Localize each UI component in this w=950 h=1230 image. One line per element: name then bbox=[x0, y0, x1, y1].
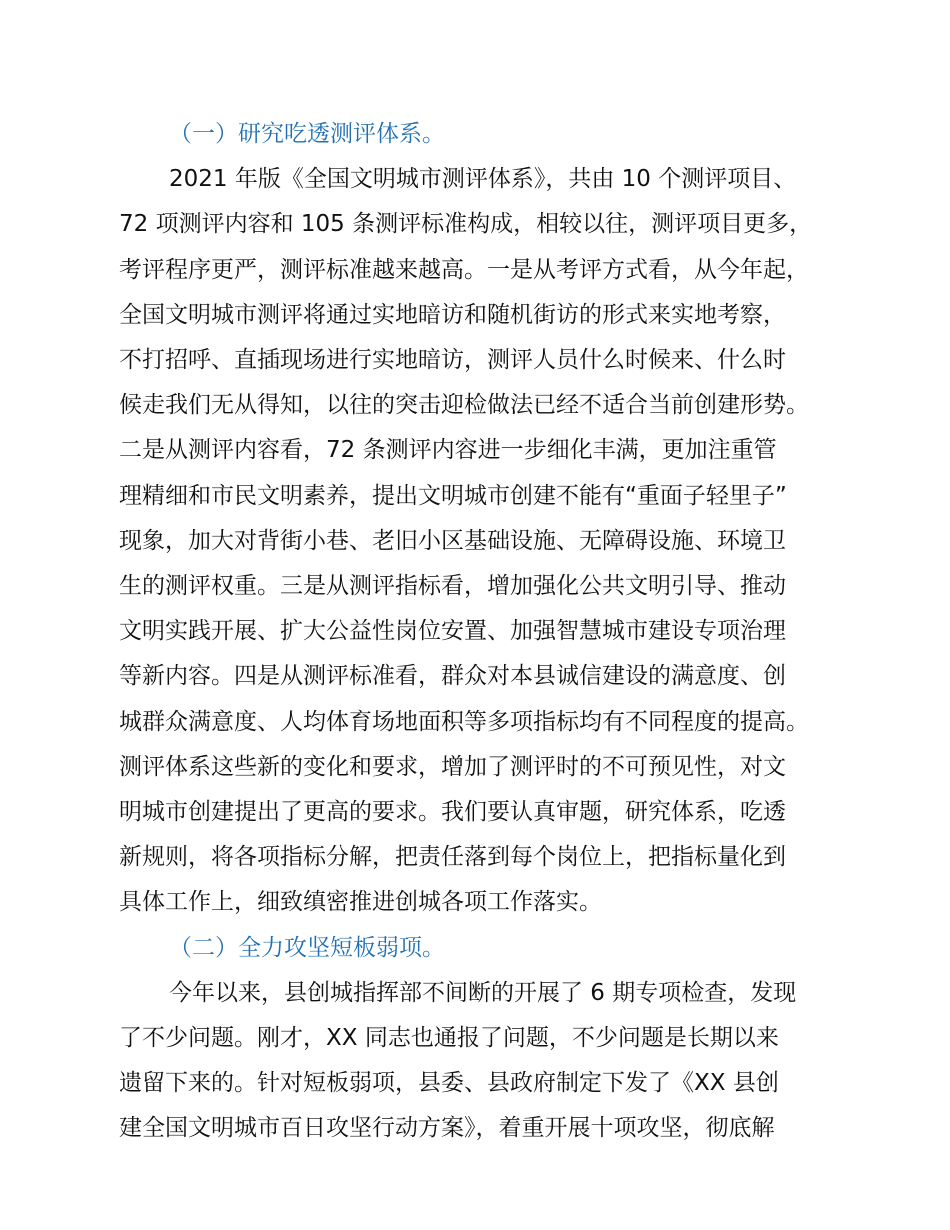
text-line: 城群众满意度、人均体育场地面积等多项指标均有不同程度的提高。 bbox=[119, 708, 809, 735]
section-heading-1: （一）研究吃透测评体系。 bbox=[169, 121, 445, 147]
text-line: 生的测评权重。三是从测评指标看，增加强化公共文明引导、推动 bbox=[119, 573, 786, 600]
text-line: 建全国文明城市百日攻坚行动方案》，着重开展十项攻坚，彻底解 bbox=[119, 1115, 775, 1142]
text-line: 遗留下来的。针对短板弱项，县委、县政府制定下发了《XX 县创 bbox=[119, 1070, 779, 1097]
section-heading-2: （二）全力攻坚短板弱项。 bbox=[169, 934, 445, 961]
text-line: 具体工作上，细致缜密推进创城各项工作落实。 bbox=[119, 889, 602, 916]
section-paragraph-2 bbox=[119, 971, 864, 1152]
text-line: 新规则，将各项指标分解，把责任落到每个岗位上，把指标量化到 bbox=[119, 844, 786, 871]
text-line: 明城市创建提出了更高的要求。我们要认真审题，研究体系，吃透 bbox=[119, 799, 786, 826]
text-line: 测评体系这些新的变化和要求，增加了测评时的不可预见性，对文 bbox=[119, 753, 786, 780]
text-line: 全国文明城市测评将通过实地暗访和随机街访的形式来实地考察， bbox=[119, 301, 786, 328]
text-line: 等新内容。四是从测评标准看，群众对本县诚信建设的满意度、创 bbox=[119, 663, 786, 690]
text-line: 2021 年版《全国文明城市测评体系》，共由 10 个测评项目、 bbox=[169, 166, 797, 193]
text-line: 现象，加大对背街小巷、老旧小区基础设施、无障碍设施、环境卫 bbox=[119, 527, 786, 554]
text-line: 不打招呼、直插现场进行实地暗访，测评人员什么时候来、什么时 bbox=[119, 347, 786, 374]
document-body bbox=[119, 112, 864, 1152]
text-line: 考评程序更严，测评标准越来越高。一是从考评方式看，从今年起， bbox=[119, 256, 809, 283]
text-line: 二是从测评内容看，72 条测评内容进一步细化丰满，更加注重管 bbox=[119, 437, 777, 464]
text-line: 72 项测评内容和 105 条测评标准构成，相较以往，测评项目更多， bbox=[119, 211, 813, 238]
text-line: 候走我们无从得知，以往的突击迎检做法已经不适合当前创建形势。 bbox=[119, 392, 809, 419]
text-line: 理精细和市民文明素养，提出文明城市创建不能有“重面子轻里子” bbox=[119, 482, 787, 509]
text-line: 文明实践开展、扩大公益性岗位安置、加强智慧城市建设专项治理 bbox=[119, 618, 786, 645]
text-line: 了不少问题。刚才，XX 同志也通报了问题，不少问题是长期以来 bbox=[119, 1025, 779, 1052]
section-paragraph-1 bbox=[119, 157, 864, 925]
text-line: 今年以来，县创城指挥部不间断的开展了 6 期专项检查，发现 bbox=[169, 979, 797, 1006]
